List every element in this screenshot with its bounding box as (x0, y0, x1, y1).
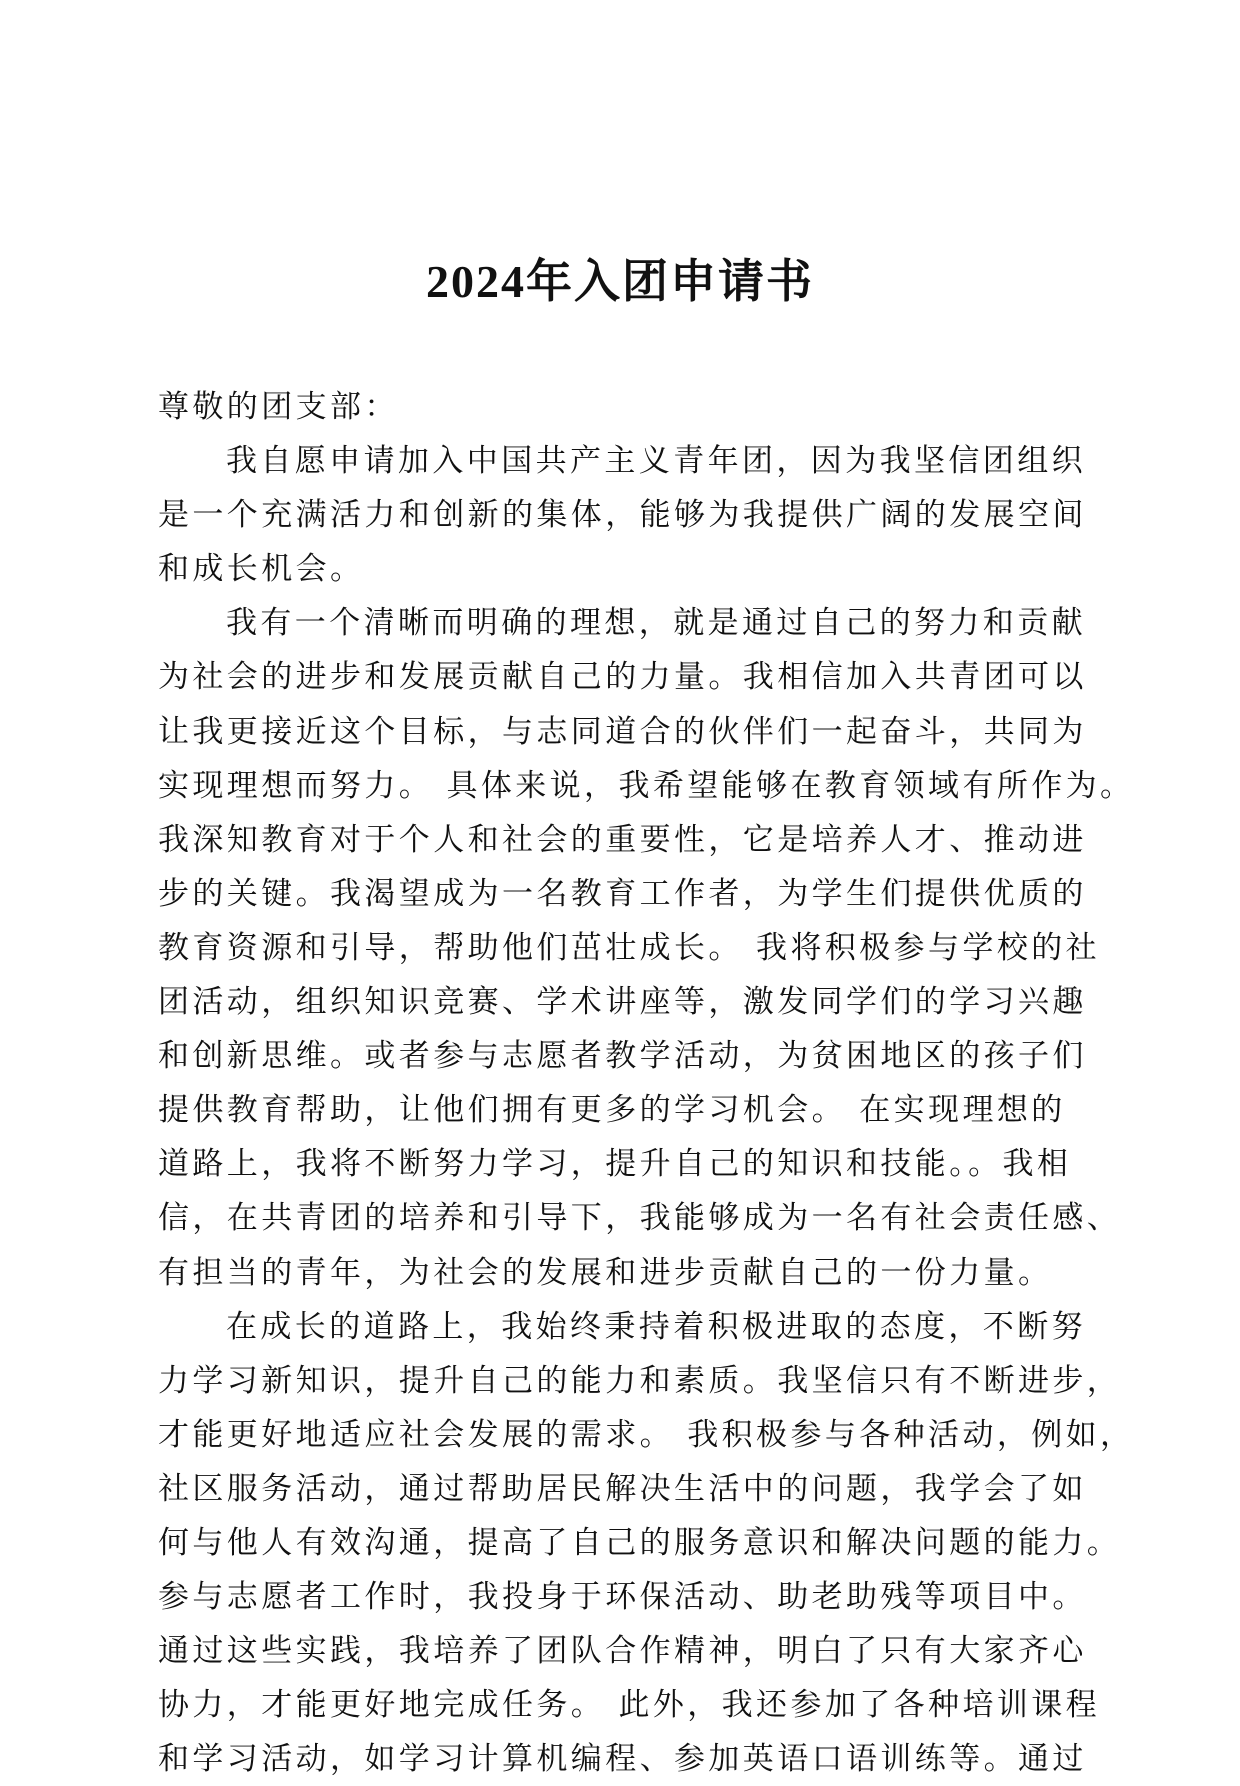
body-line: 让我更接近这个目标，与志同道合的伙伴们一起奋斗，共同为 (158, 713, 1087, 750)
body-line: 社区服务活动，通过帮助居民解决生活中的问题，我学会了如 (158, 1470, 1087, 1507)
body-line: 是一个充满活力和创新的集体，能够为我提供广阔的发展空间 (158, 497, 1087, 534)
body-line: 通过这些实践，我培养了团队合作精神，明白了只有大家齐心 (158, 1633, 1087, 1670)
body-line: 团活动，组织知识竞赛、学术讲座等，激发同学们的学习兴趣 (158, 984, 1087, 1021)
body-line: 提供教育帮助，让他们拥有更多的学习机会。 在实现理想的 (158, 1092, 1066, 1129)
body-line: 才能更好地适应社会发展的需求。 我积极参与各种活动，例如， (158, 1416, 1135, 1453)
body-line: 教育资源和引导，帮助他们茁壮成长。 我将积极参与学校的社 (158, 929, 1101, 966)
body-line: 我自愿申请加入中国共产主义青年团，因为我坚信团组织 (226, 443, 1086, 480)
body-line: 我深知教育对于个人和社会的重要性，它是培养人才、推动进 (158, 821, 1087, 858)
body-line: 和成长机会。 (158, 551, 365, 588)
body-line: 协力，才能更好地完成任务。 此外，我还参加了各种培训课程 (158, 1687, 1101, 1724)
body-line: 在成长的道路上，我始终秉持着积极进取的态度，不断努 (226, 1308, 1086, 1345)
body-line: 实现理想而努力。 具体来说，我希望能够在教育领域有所作为。 (158, 767, 1135, 804)
body-line: 参与志愿者工作时，我投身于环保活动、助老助残等项目中。 (158, 1579, 1087, 1616)
body-line: 步的关键。我渴望成为一名教育工作者，为学生们提供优质的 (158, 875, 1087, 912)
salutation-line: 尊敬的团支部： (158, 389, 399, 425)
body-line: 有担当的青年，为社会的发展和进步贡献自己的一份力量。 (158, 1254, 1053, 1291)
body-line: 道路上，我将不断努力学习，提升自己的知识和技能。。我相 (158, 1146, 1072, 1183)
body-line: 为社会的进步和发展贡献自己的力量。我相信加入共青团可以 (158, 659, 1087, 696)
body-line: 和学习活动，如学习计算机编程、参加英语口语训练等。通过 (158, 1741, 1087, 1778)
body-line: 和创新思维。或者参与志愿者教学活动，为贫困地区的孩子们 (158, 1038, 1087, 1075)
body-line: 力学习新知识，提升自己的能力和素质。我坚信只有不断进步， (158, 1362, 1122, 1399)
document-body (158, 380, 1135, 1786)
body-line: 信，在共青团的培养和引导下，我能够成为一名有社会责任感、 (158, 1200, 1122, 1237)
body-line: 何与他人有效沟通，提高了自己的服务意识和解决问题的能力。 (158, 1524, 1122, 1561)
document-title: 2024年入团申请书 (426, 256, 814, 307)
body-line: 我有一个清晰而明确的理想，就是通过自己的努力和贡献 (226, 605, 1086, 642)
